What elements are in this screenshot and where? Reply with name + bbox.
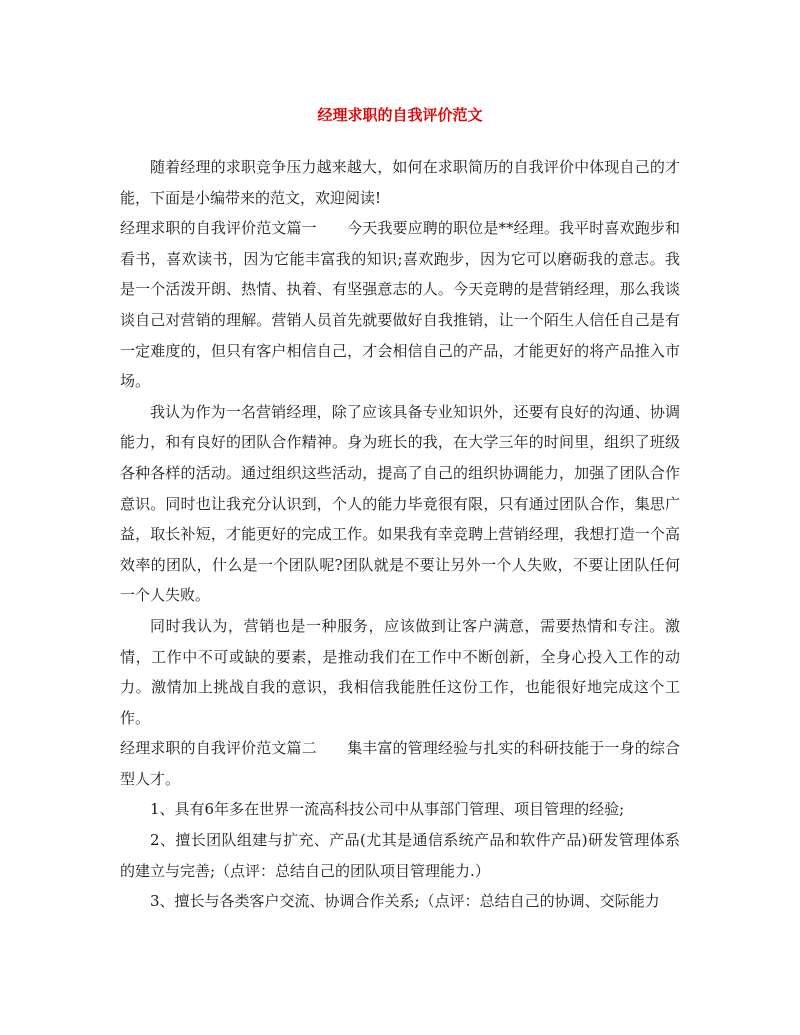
paragraph-service: 同时我认为，营销也是一种服务，应该做到让客户满意，需要热情和专注。激情，工作中不可或缺的要素，是推动我们在工作中不断创新，全身心投入工作的动力。激情加上挑战自我的意识，我相信我能胜任这份工作，也能很好地完成这个工作。 [120, 616, 680, 727]
paragraph-sample-one: 经理求职的自我评价范文篇一 今天我要应聘的职位是**经理。我平时喜欢跑步和看书，喜欢读书，因为它能丰富我的知识;喜欢跑步，因为它可以磨砺我的意志。我是一个活泼开朗、热情、执着、有坚强意志的人。今天竞聘的是营销经理，那么我谈谈自己对营销的理解。营销人员首先就要做好自我推销，让一个陌生人信任自己是有一定难度的，但只有客户相信自己，才会相信自己的产品，才能更好的将产品推入市场。 [120, 219, 680, 391]
paragraph-teamwork: 我认为作为一名营销经理，除了应该具备专业知识外，还要有良好的沟通、协调能力，和有良好的团队合作精神。身为班长的我，在大学三年的时间里，组织了班级各种各样的活动。通过组织这些活动，提高了自己的组织协调能力，加强了团队合作意识。同时也让我充分认识到，个人的能力毕竟很有限，只有通过团队合作，集思广益，取长补短，才能更好的完成工作。如果我有幸竞聘上营销经理，我想打造一个高效率的团队，什么是一个团队呢?团队就是不要让另外一个人失败，不要让团队任何一个人失败。 [120, 402, 680, 605]
document-body [120, 152, 680, 917]
paragraph-sample-two: 经理求职的自我评价范文篇二 集丰富的管理经验与扎实的科研技能于一身的综合型人才。 [120, 739, 680, 788]
list-item-3: 3、擅长与各类客户交流、协调合作关系;（点评：总结自己的协调、交际能力 [150, 892, 660, 911]
list-item-1: 1、具有6年多在世界一流高科技公司中从事部门管理、项目管理的经验; [150, 800, 625, 819]
list-item-2: 2、擅长团队组建与扩充、产品(尤其是通信系统产品和软件产品)研发管理体系的建立与完善;（点评：总结自己的团队项目管理能力.） [120, 831, 680, 880]
document-title: 经理求职的自我评价范文 [317, 106, 483, 124]
paragraph-intro: 随着经理的求职竞争压力越来越大，如何在求职简历的自我评价中体现自己的才能，下面是小编带来的范文，欢迎阅读! [120, 158, 680, 207]
